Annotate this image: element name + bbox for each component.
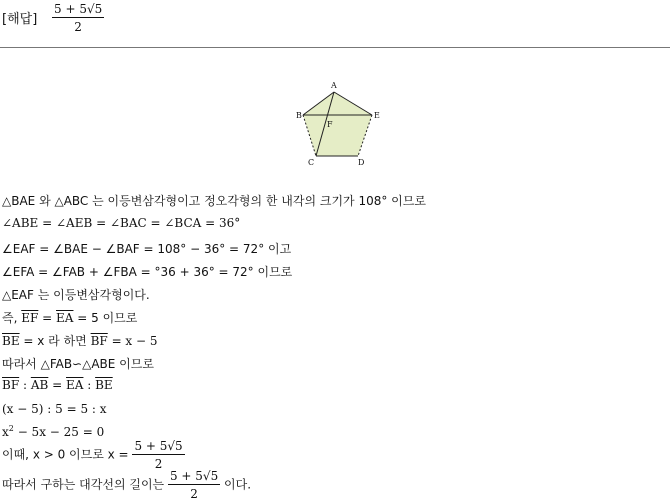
solution-line-12: 이때, x > 0 이므로 x = $\frac{5 + 5√5}{2}$ <box>2 439 183 471</box>
solution-line-13: 따라서 구하는 대각선의 길이는 $\frac{5 + 5√5}{2}$ 이다. <box>2 469 252 501</box>
answer-numerator: 5 + 5√5 <box>54 2 103 16</box>
label-e: E <box>374 111 380 120</box>
answer-fraction <box>52 3 104 33</box>
solution-line-6: 즉, $\overline{EF} = \overline{EA} = 5$ 이므로 <box>2 311 138 325</box>
solution-line-7: $\overline{BE} = x$ 라 하면 $\overline{BF} = x - 5$ <box>2 334 158 348</box>
solution-line-8: 따라서 △FAB∽△ABE 이므로 <box>2 357 154 371</box>
answer-tag: [해답] <box>2 12 38 27</box>
solution-line-3: ∠EAF = ∠BAE − ∠BAF = 108° − 36° = 72° 이고 <box>2 242 292 256</box>
solution-line-4: ∠EFA = ∠FAB + ∠FBA = °36 + 36° = 72° 이므로 <box>2 265 293 279</box>
solution-line-9: $\overline{BF}$ : $\overline{AB} = \overline{EA}$ : $\overline{BE}$ <box>2 378 113 392</box>
fraction-diagonal: $\frac{5 + 5√5}{2}$ <box>169 469 219 501</box>
solution-line-2: ∠ABE = ∠AEB = ∠BAC = ∠BCA = 36° <box>2 216 241 230</box>
answer-denominator: 2 <box>74 20 82 34</box>
divider <box>0 47 670 48</box>
label-c: C <box>308 158 315 166</box>
label-d: D <box>358 158 365 166</box>
label-f: F <box>327 120 333 129</box>
solution-line-5: △EAF 는 이등변삼각형이다. <box>2 288 150 302</box>
fraction-x: $\frac{5 + 5√5}{2}$ <box>134 439 183 471</box>
pentagon-figure <box>296 80 384 166</box>
label-b: B <box>296 111 302 120</box>
solution-line-10: (x − 5) : 5 = 5 : x <box>2 402 107 416</box>
label-a: A <box>331 81 337 90</box>
solution-line-1: △BAE 와 △ABC 는 이등변삼각형이고 정오각형의 한 내각의 크기가 108° 이므로 <box>2 194 426 208</box>
solution-line-11: $x^2 - 5x - 25 = 0$ <box>2 424 105 439</box>
